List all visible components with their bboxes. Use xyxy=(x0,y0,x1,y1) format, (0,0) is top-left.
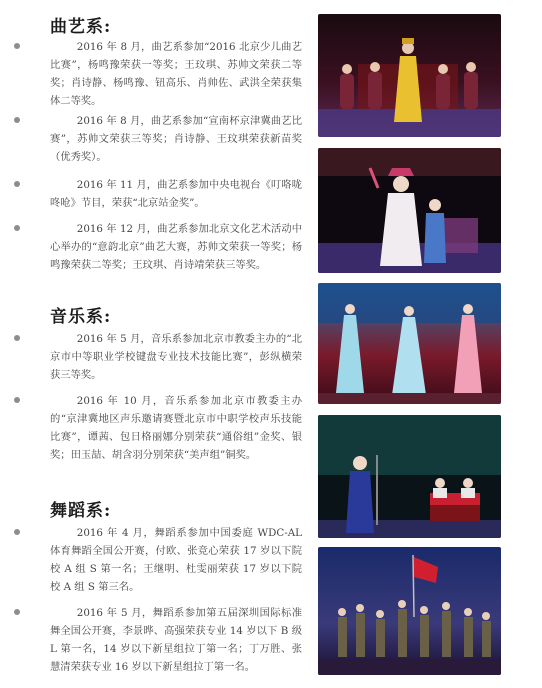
list-item: 2016 年 8 月，曲艺系参加“宣南杯京津冀曲艺比赛”，苏帅文荣获三等奖；肖诗静、王玟琪荣获新苗奖（优秀奖）。 xyxy=(50,112,302,166)
list-item: 2016 年 5 月，舞蹈系参加第五届深圳国际标准舞全国公开赛，李景晔、高强荣获专业 14 岁以下 B 级 L 第一名，14 岁以下新星组拉丁第一名；丁万胜、张慧清荣获专业 16 岁以下新星组拉丁第一名。 xyxy=(50,604,302,676)
bullet-icon xyxy=(14,335,20,341)
photo-quyi-ensemble xyxy=(318,14,501,137)
bullet-icon xyxy=(14,225,20,231)
bullet-icon xyxy=(14,117,20,123)
bullet-icon xyxy=(14,529,20,535)
section-title-music: 音乐系: xyxy=(50,307,112,327)
photo-music-band xyxy=(318,415,501,538)
list-item: 2016 年 5 月，音乐系参加北京市教委主办的“北京市中等职业学校键盘专业技术技能比赛”，彭纵横荣获三等奖。 xyxy=(50,330,302,384)
bullet-icon xyxy=(14,609,20,615)
list-item: 2016 年 11 月，曲艺系参加中央电视台《叮咯咙咚呛》节目，荣获“北京站金奖”。 xyxy=(50,176,302,212)
list-item: 2016 年 12 月，曲艺系参加北京文化艺术活动中心举办的“意韵北京”曲艺大赛，苏帅文荣获一等奖；杨鸣豫荣获二等奖；王玟琪、肖诗靖荣获三等奖。 xyxy=(50,220,302,274)
list-item: 2016 年 8 月，曲艺系参加“2016 北京少儿曲艺比赛”，杨鸣豫荣获一等奖；王玟琪、苏帅文荣获二等奖；肖诗静、杨鸣豫、钮高乐、肖帅佐、武洪全荣获集体二等奖。 xyxy=(50,38,302,110)
photo-singers xyxy=(318,283,501,404)
list-item: 2016 年 4 月，舞蹈系参加中国委庭 WDC-AL 体育舞蹈全国公开赛，付欧、张竞心荣获 17 岁以下院校 A 组 S 第一名；王继明、杜雯丽荣获 17 岁以下院校 A 组 S 第三名。 xyxy=(50,524,302,596)
bullet-icon xyxy=(14,181,20,187)
list-item: 2016 年 10 月，音乐系参加北京市教委主办的“京津冀地区声乐邀请赛暨北京市中职学校声乐技能比赛”，谭茜、包日格丽娜分别荣获“通俗组”金奖、银奖；田玉喆、胡含羽分别荣获“美声组”铜奖。 xyxy=(50,392,302,464)
section-title-quyi: 曲艺系: xyxy=(50,17,112,37)
section-title-dance: 舞蹈系: xyxy=(50,501,112,521)
bullet-icon xyxy=(14,43,20,49)
bullet-icon xyxy=(14,397,20,403)
photo-opera-duet xyxy=(318,148,501,273)
photo-dance-ensemble xyxy=(318,547,501,675)
